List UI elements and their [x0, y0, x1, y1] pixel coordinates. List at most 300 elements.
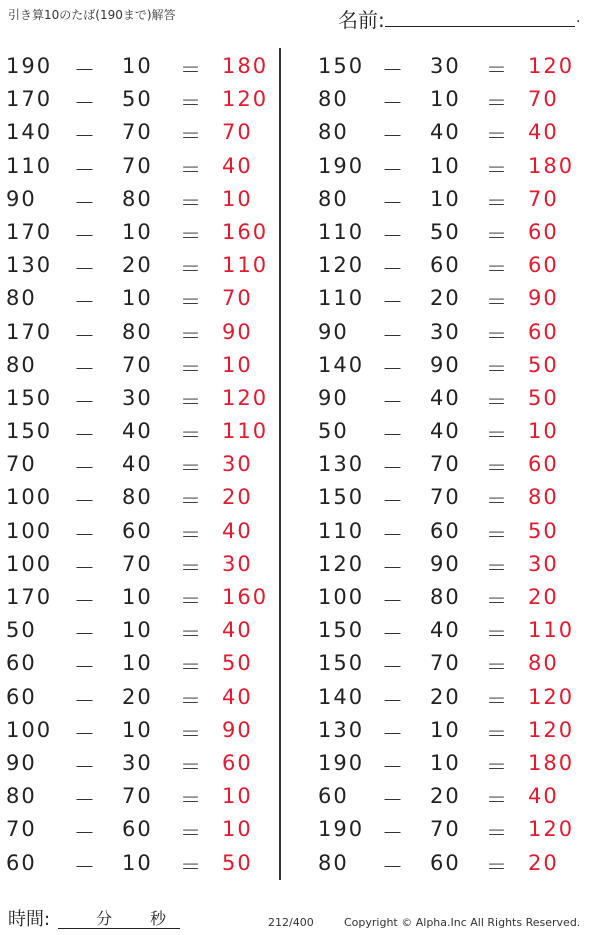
- equals-sign: ＝: [180, 456, 201, 481]
- subtrahend: 20: [430, 286, 461, 311]
- equals-sign: ＝: [486, 223, 507, 248]
- answer: 180: [528, 153, 575, 178]
- minus-sign: －: [74, 788, 95, 813]
- minus-sign: －: [74, 323, 95, 348]
- minus-sign: －: [74, 157, 95, 182]
- minuend: 60: [6, 651, 37, 676]
- minuend: 150: [318, 618, 365, 643]
- minuend: 80: [318, 120, 349, 145]
- answer: 80: [528, 485, 559, 510]
- minuend: 130: [318, 717, 365, 742]
- answer: 40: [222, 153, 253, 178]
- problem-row: [300, 780, 600, 813]
- answer: 60: [528, 253, 559, 278]
- copyright-notice: Copyright © Alpha.Inc All Rights Reserved.: [344, 916, 581, 929]
- problem-row: [300, 83, 600, 116]
- minus-sign: －: [74, 290, 95, 315]
- minus-sign: －: [74, 257, 95, 282]
- minus-sign: －: [74, 423, 95, 448]
- subtrahend: 40: [430, 618, 461, 643]
- problem-row: [0, 548, 300, 581]
- problem-row: [0, 581, 300, 614]
- minuend: 120: [318, 551, 365, 576]
- subtrahend: 60: [122, 518, 153, 543]
- minus-sign: －: [382, 356, 403, 381]
- answer: 20: [528, 850, 559, 875]
- answer: 180: [222, 54, 269, 78]
- equals-sign: ＝: [486, 356, 507, 381]
- subtrahend: 60: [122, 817, 153, 842]
- answer: 50: [222, 850, 253, 875]
- problem-row: [0, 249, 300, 282]
- answer: 10: [222, 186, 253, 211]
- problem-row: [0, 780, 300, 813]
- minuend: 60: [6, 684, 37, 709]
- problem-row: [300, 216, 600, 249]
- equals-sign: ＝: [486, 655, 507, 680]
- problem-row: [300, 50, 600, 83]
- problem-row: [300, 249, 600, 282]
- minus-sign: －: [382, 223, 403, 248]
- minuend: 80: [6, 286, 37, 311]
- equals-sign: ＝: [486, 589, 507, 613]
- subtrahend: 80: [122, 186, 153, 211]
- equals-sign: ＝: [486, 190, 507, 215]
- problem-row: [300, 382, 600, 415]
- problem-row: [0, 448, 300, 481]
- minuend: 100: [6, 551, 53, 576]
- answer: 20: [222, 485, 253, 510]
- problem-row: [0, 614, 300, 647]
- minus-sign: －: [382, 555, 403, 580]
- page-number: 212/400: [268, 916, 314, 929]
- equals-sign: ＝: [486, 754, 507, 779]
- answer: 120: [528, 684, 575, 709]
- subtrahend: 40: [430, 385, 461, 410]
- minuend: 190: [318, 750, 365, 775]
- equals-sign: ＝: [486, 124, 507, 149]
- problem-row: [300, 714, 600, 747]
- minuend: 80: [6, 352, 37, 377]
- equals-sign: ＝: [486, 290, 507, 315]
- minuend: 150: [318, 54, 365, 78]
- problem-row: [0, 714, 300, 747]
- minus-sign: －: [74, 456, 95, 481]
- subtrahend: 50: [430, 219, 461, 244]
- minus-sign: －: [382, 854, 403, 879]
- equals-sign: ＝: [486, 688, 507, 713]
- minuend: 190: [6, 54, 53, 78]
- minutes-label: 分: [96, 909, 113, 928]
- problem-row: [300, 847, 600, 880]
- subtrahend: 10: [430, 87, 461, 112]
- equals-sign: ＝: [486, 821, 507, 846]
- subtrahend: 10: [430, 717, 461, 742]
- subtrahend: 10: [122, 219, 153, 244]
- subtrahend: 70: [122, 120, 153, 145]
- problem-row: [0, 216, 300, 249]
- equals-sign: ＝: [180, 356, 201, 381]
- problem-row: [0, 382, 300, 415]
- equals-sign: ＝: [486, 622, 507, 647]
- subtrahend: 20: [430, 684, 461, 709]
- minus-sign: －: [74, 489, 95, 514]
- subtrahend: 10: [122, 850, 153, 875]
- subtrahend: 20: [122, 684, 153, 709]
- minuend: 70: [6, 817, 37, 842]
- subtrahend: 10: [122, 651, 153, 676]
- answer: 80: [528, 651, 559, 676]
- problem-row: [0, 150, 300, 183]
- equals-sign: ＝: [180, 58, 201, 82]
- minus-sign: －: [382, 489, 403, 514]
- subtrahend: 20: [430, 784, 461, 809]
- answer: 90: [222, 319, 253, 344]
- answer: 110: [528, 618, 575, 643]
- minus-sign: －: [74, 522, 95, 547]
- problem-row: [300, 481, 600, 514]
- equals-sign: ＝: [180, 754, 201, 779]
- equals-sign: ＝: [486, 522, 507, 547]
- answer: 50: [528, 385, 559, 410]
- problem-row: [300, 515, 600, 548]
- worksheet-title: 引き算10のたば(190まで)解答: [8, 8, 176, 22]
- minus-sign: －: [382, 622, 403, 647]
- answer: 110: [222, 419, 269, 444]
- answer: 40: [222, 618, 253, 643]
- problem-row: [0, 681, 300, 714]
- minuend: 100: [318, 585, 365, 609]
- minuend: 130: [318, 452, 365, 477]
- equals-sign: ＝: [486, 456, 507, 481]
- minuend: 80: [318, 850, 349, 875]
- minuend: 110: [318, 518, 365, 543]
- subtrahend: 60: [430, 518, 461, 543]
- answer: 60: [528, 219, 559, 244]
- answer: 50: [528, 352, 559, 377]
- minuend: 80: [318, 186, 349, 211]
- minus-sign: －: [382, 821, 403, 846]
- minus-sign: －: [382, 655, 403, 680]
- problem-row: [0, 847, 300, 880]
- minuend: 50: [6, 618, 37, 643]
- problem-row: [0, 183, 300, 216]
- answer: 40: [222, 518, 253, 543]
- minuend: 60: [6, 850, 37, 875]
- minus-sign: －: [382, 456, 403, 481]
- equals-sign: ＝: [486, 555, 507, 580]
- name-line-end: .: [576, 10, 581, 26]
- subtrahend: 10: [430, 186, 461, 211]
- subtrahend: 80: [122, 319, 153, 344]
- subtrahend: 80: [430, 585, 461, 609]
- equals-sign: ＝: [486, 788, 507, 813]
- minuend: 170: [6, 319, 53, 344]
- equals-sign: ＝: [486, 423, 507, 448]
- minus-sign: －: [74, 854, 95, 879]
- problem-row: [300, 282, 600, 315]
- minus-sign: －: [382, 589, 403, 613]
- minus-sign: －: [382, 522, 403, 547]
- minus-sign: －: [74, 721, 95, 746]
- problem-row: [300, 150, 600, 183]
- problem-row: [0, 316, 300, 349]
- answer: 10: [222, 352, 253, 377]
- subtrahend: 30: [122, 750, 153, 775]
- answer: 70: [222, 286, 253, 311]
- answer: 120: [222, 385, 269, 410]
- minus-sign: －: [382, 721, 403, 746]
- name-label: 名前:: [338, 8, 385, 32]
- minus-sign: －: [382, 190, 403, 215]
- answer: 70: [528, 186, 559, 211]
- minus-sign: －: [382, 124, 403, 149]
- answer: 10: [222, 817, 253, 842]
- minus-sign: －: [74, 124, 95, 149]
- minuend: 130: [6, 253, 53, 278]
- minuend: 80: [6, 784, 37, 809]
- problem-row: [0, 116, 300, 149]
- equals-sign: ＝: [180, 788, 201, 813]
- subtrahend: 10: [122, 585, 153, 609]
- minus-sign: －: [74, 688, 95, 713]
- answer: 120: [528, 54, 575, 78]
- name-input-line[interactable]: [385, 26, 575, 27]
- minuend: 70: [6, 452, 37, 477]
- subtrahend: 80: [122, 485, 153, 510]
- answer: 30: [222, 551, 253, 576]
- seconds-label: 秒: [150, 909, 167, 928]
- problem-row: [300, 813, 600, 846]
- equals-sign: ＝: [486, 854, 507, 879]
- problem-row: [0, 813, 300, 846]
- problem-row: [0, 349, 300, 382]
- minus-sign: －: [382, 389, 403, 414]
- equals-sign: ＝: [180, 124, 201, 149]
- subtrahend: 30: [430, 54, 461, 78]
- equals-sign: ＝: [486, 721, 507, 746]
- equals-sign: ＝: [180, 223, 201, 248]
- minuend: 140: [318, 352, 365, 377]
- subtrahend: 70: [122, 352, 153, 377]
- problem-row: [300, 349, 600, 382]
- minuend: 100: [6, 717, 53, 742]
- equals-sign: ＝: [180, 854, 201, 879]
- answer: 120: [528, 817, 575, 842]
- minus-sign: －: [382, 323, 403, 348]
- subtrahend: 60: [430, 253, 461, 278]
- subtrahend: 40: [430, 419, 461, 444]
- subtrahend: 10: [122, 54, 153, 78]
- minuend: 140: [318, 684, 365, 709]
- minuend: 170: [6, 585, 53, 609]
- problem-row: [300, 747, 600, 780]
- answer: 20: [528, 585, 559, 609]
- equals-sign: ＝: [180, 522, 201, 547]
- minuend: 60: [318, 784, 349, 809]
- minus-sign: －: [74, 190, 95, 215]
- problem-row: [300, 581, 600, 614]
- subtrahend: 70: [430, 817, 461, 842]
- subtrahend: 70: [430, 651, 461, 676]
- answer: 40: [528, 784, 559, 809]
- equals-sign: ＝: [486, 91, 507, 116]
- minus-sign: －: [382, 688, 403, 713]
- minuend: 170: [6, 87, 53, 112]
- subtrahend: 10: [122, 717, 153, 742]
- minus-sign: －: [74, 91, 95, 116]
- answer: 110: [222, 253, 269, 278]
- answer: 60: [528, 452, 559, 477]
- minus-sign: －: [382, 157, 403, 182]
- minuend: 90: [6, 186, 37, 211]
- minus-sign: －: [74, 223, 95, 248]
- answer: 30: [222, 452, 253, 477]
- minus-sign: －: [74, 589, 95, 613]
- problem-row: [300, 448, 600, 481]
- right-problem-column: [300, 50, 600, 880]
- equals-sign: ＝: [180, 821, 201, 846]
- minuend: 150: [318, 651, 365, 676]
- answer: 160: [222, 585, 269, 609]
- problem-row: [0, 415, 300, 448]
- minuend: 190: [318, 153, 365, 178]
- equals-sign: ＝: [180, 389, 201, 414]
- subtrahend: 90: [430, 551, 461, 576]
- minus-sign: －: [74, 58, 95, 82]
- minus-sign: －: [382, 754, 403, 779]
- minus-sign: －: [382, 257, 403, 282]
- subtrahend: 10: [122, 286, 153, 311]
- equals-sign: ＝: [180, 589, 201, 613]
- minuend: 100: [6, 518, 53, 543]
- problem-row: [300, 415, 600, 448]
- problem-row: [300, 116, 600, 149]
- answer: 60: [528, 319, 559, 344]
- minuend: 110: [318, 219, 365, 244]
- subtrahend: 40: [122, 419, 153, 444]
- problem-row: [0, 282, 300, 315]
- equals-sign: ＝: [180, 721, 201, 746]
- minus-sign: －: [74, 821, 95, 846]
- subtrahend: 40: [122, 452, 153, 477]
- answer: 50: [528, 518, 559, 543]
- minuend: 100: [6, 485, 53, 510]
- equals-sign: ＝: [180, 91, 201, 116]
- answer: 10: [222, 784, 253, 809]
- answer: 10: [528, 419, 559, 444]
- minuend: 110: [318, 286, 365, 311]
- subtrahend: 70: [122, 551, 153, 576]
- equals-sign: ＝: [180, 489, 201, 514]
- subtrahend: 20: [122, 253, 153, 278]
- minus-sign: －: [74, 356, 95, 381]
- answer: 60: [222, 750, 253, 775]
- answer: 160: [222, 219, 269, 244]
- problem-row: [300, 614, 600, 647]
- equals-sign: ＝: [180, 688, 201, 713]
- minus-sign: －: [382, 58, 403, 82]
- equals-sign: ＝: [180, 257, 201, 282]
- problem-row: [0, 515, 300, 548]
- answer: 30: [528, 551, 559, 576]
- answer: 180: [528, 750, 575, 775]
- subtrahend: 70: [122, 153, 153, 178]
- subtrahend: 70: [122, 784, 153, 809]
- minus-sign: －: [74, 389, 95, 414]
- problem-row: [300, 681, 600, 714]
- subtrahend: 50: [122, 87, 153, 112]
- equals-sign: ＝: [486, 489, 507, 514]
- subtrahend: 30: [430, 319, 461, 344]
- answer: 90: [528, 286, 559, 311]
- minuend: 90: [6, 750, 37, 775]
- equals-sign: ＝: [180, 190, 201, 215]
- equals-sign: ＝: [180, 290, 201, 315]
- minuend: 150: [6, 419, 53, 444]
- minus-sign: －: [382, 290, 403, 315]
- minuend: 140: [6, 120, 53, 145]
- minuend: 50: [318, 419, 349, 444]
- minuend: 110: [6, 153, 53, 178]
- equals-sign: ＝: [180, 555, 201, 580]
- answer: 40: [222, 684, 253, 709]
- problem-row: [300, 316, 600, 349]
- minuend: 80: [318, 87, 349, 112]
- subtrahend: 70: [430, 452, 461, 477]
- equals-sign: ＝: [180, 423, 201, 448]
- problem-row: [0, 747, 300, 780]
- equals-sign: ＝: [486, 323, 507, 348]
- problem-row: [0, 647, 300, 680]
- equals-sign: ＝: [486, 257, 507, 282]
- minus-sign: －: [382, 423, 403, 448]
- problem-row: [300, 183, 600, 216]
- answer: 120: [222, 87, 269, 112]
- answer: 90: [222, 717, 253, 742]
- subtrahend: 10: [430, 750, 461, 775]
- equals-sign: ＝: [180, 655, 201, 680]
- answer: 70: [222, 120, 253, 145]
- left-problem-column: [0, 50, 300, 880]
- minus-sign: －: [382, 788, 403, 813]
- minuend: 90: [318, 319, 349, 344]
- answer: 70: [528, 87, 559, 112]
- problem-row: [0, 481, 300, 514]
- minuend: 170: [6, 219, 53, 244]
- subtrahend: 90: [430, 352, 461, 377]
- minuend: 150: [6, 385, 53, 410]
- equals-sign: ＝: [180, 157, 201, 182]
- answer: 50: [222, 651, 253, 676]
- minus-sign: －: [74, 655, 95, 680]
- minuend: 120: [318, 253, 365, 278]
- subtrahend: 60: [430, 850, 461, 875]
- subtrahend: 10: [122, 618, 153, 643]
- minuend: 190: [318, 817, 365, 842]
- problem-row: [300, 548, 600, 581]
- answer: 40: [528, 120, 559, 145]
- minuend: 150: [318, 485, 365, 510]
- problem-row: [0, 50, 300, 83]
- equals-sign: ＝: [486, 157, 507, 182]
- minus-sign: －: [74, 555, 95, 580]
- equals-sign: ＝: [486, 389, 507, 414]
- minus-sign: －: [382, 91, 403, 116]
- minuend: 90: [318, 385, 349, 410]
- problem-row: [300, 647, 600, 680]
- time-label: 時間:: [8, 909, 51, 930]
